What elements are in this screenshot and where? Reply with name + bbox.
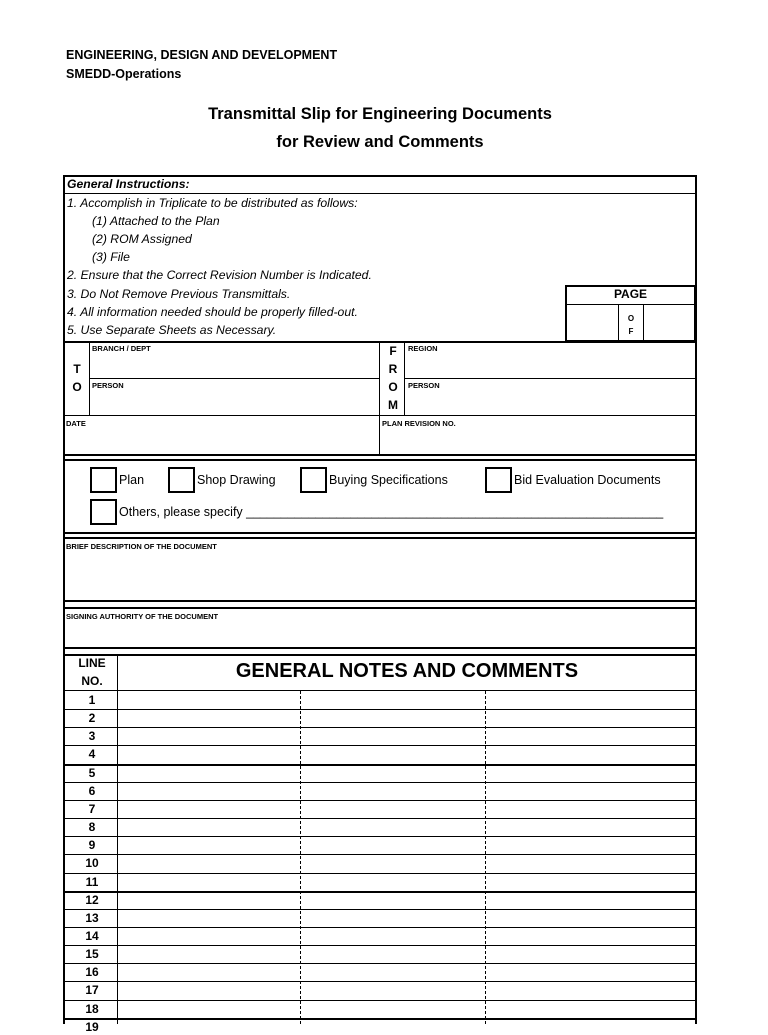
- routing-center-divider: [379, 342, 380, 454]
- line-number: 6: [88, 783, 96, 798]
- doctype-top-border: [63, 454, 697, 456]
- note-entry-field[interactable]: [119, 964, 695, 980]
- line-no-header: LINE: [78, 656, 106, 670]
- line-number: 12: [85, 892, 99, 907]
- bid-evaluation-checkbox[interactable]: [485, 467, 512, 493]
- buying-specifications-checkbox[interactable]: [300, 467, 327, 493]
- form-subtitle: for Review and Comments: [276, 133, 484, 151]
- to-person-label: PERSON: [92, 381, 124, 390]
- region-label: REGION: [408, 344, 438, 353]
- branch-dept-field[interactable]: [92, 354, 376, 376]
- buying-specifications-checkbox-label: Buying Specifications: [329, 473, 448, 487]
- line-number: 7: [88, 801, 96, 816]
- description-top-border: [63, 532, 697, 534]
- note-entry-field[interactable]: [119, 982, 695, 998]
- note-entry-field[interactable]: [119, 765, 695, 781]
- instruction-line: 3. Do Not Remove Previous Transmittals.: [67, 287, 291, 301]
- page-number-field[interactable]: [573, 308, 613, 338]
- line-number: 1: [88, 693, 96, 707]
- to-row-divider: [89, 378, 379, 379]
- from-person-label: PERSON: [408, 381, 440, 390]
- line-number: 11: [85, 874, 99, 889]
- note-entry-field[interactable]: [119, 1019, 695, 1035]
- line-number: 3: [88, 729, 96, 744]
- page-total-field[interactable]: [648, 308, 692, 338]
- plan-checkbox[interactable]: [90, 467, 117, 493]
- plan-revision-field[interactable]: [382, 429, 693, 452]
- shop-drawing-checkbox-label: Shop Drawing: [197, 473, 276, 487]
- notes-header-divider: [63, 690, 697, 691]
- note-entry-field[interactable]: [119, 746, 695, 762]
- line-number: 19: [85, 1019, 99, 1034]
- doctype-top-border-inner: [63, 459, 697, 461]
- line-number: 15: [85, 947, 99, 962]
- date-label: DATE: [66, 419, 86, 428]
- branch-dept-label: BRANCH / DEPT: [92, 344, 151, 353]
- to-person-field[interactable]: [92, 391, 376, 413]
- from-person-field[interactable]: [408, 391, 693, 413]
- org-name: ENGINEERING, DESIGN AND DEVELOPMENT: [66, 48, 338, 62]
- note-entry-field[interactable]: [119, 892, 695, 908]
- note-entry-field[interactable]: [119, 819, 695, 835]
- page-of-letter: F: [628, 327, 634, 336]
- bid-evaluation-checkbox-label: Bid Evaluation Documents: [514, 473, 661, 487]
- to-letter: T: [73, 362, 81, 376]
- org-unit: SMEDD-Operations: [66, 67, 182, 81]
- instruction-line: 4. All information needed should be properly filled-out.: [67, 305, 358, 319]
- page-of-letter: O: [627, 314, 635, 323]
- line-number: 14: [85, 928, 99, 943]
- line-number: 17: [85, 983, 99, 998]
- page-box-divider: [565, 304, 696, 305]
- signing-top-border: [63, 600, 697, 602]
- region-field[interactable]: [408, 354, 693, 376]
- line-number: 5: [88, 765, 96, 780]
- routing-date-divider: [63, 415, 697, 416]
- note-entry-field[interactable]: [119, 928, 695, 944]
- notes-top-border: [63, 647, 697, 649]
- note-entry-field[interactable]: [119, 692, 695, 708]
- plan-checkbox-label: Plan: [119, 473, 145, 487]
- line-number: 9: [88, 838, 96, 853]
- note-entry-field[interactable]: [119, 1001, 695, 1017]
- note-entry-field[interactable]: [119, 801, 695, 817]
- plan-revision-label: PLAN REVISION NO.: [382, 419, 456, 428]
- description-field[interactable]: [66, 553, 693, 599]
- notes-top-border-inner: [63, 654, 697, 656]
- description-label: BRIEF DESCRIPTION OF THE DOCUMENT: [66, 542, 217, 551]
- line-number: 13: [85, 910, 99, 925]
- others-checkbox-label: Others, please specify ____________________________________________________________: [119, 505, 664, 519]
- from-letter: O: [388, 380, 398, 394]
- others-checkbox[interactable]: [90, 499, 117, 525]
- form-title: Transmittal Slip for Engineering Documents: [208, 105, 552, 123]
- instruction-line: 2. Ensure that the Correct Revision Number is Indicated.: [67, 268, 372, 282]
- instructions-divider: [63, 193, 697, 194]
- description-top-border-inner: [63, 537, 697, 539]
- note-entry-field[interactable]: [119, 783, 695, 799]
- signing-field[interactable]: [66, 623, 693, 647]
- routing-top-border: [63, 341, 697, 343]
- line-number: 4: [88, 747, 96, 762]
- from-letter: M: [388, 398, 398, 412]
- note-entry-field[interactable]: [119, 728, 695, 744]
- to-letter: O: [72, 380, 82, 394]
- line-number: 10: [85, 856, 99, 871]
- signing-label: SIGNING AUTHORITY OF THE DOCUMENT: [66, 612, 219, 621]
- from-letter: R: [388, 362, 398, 376]
- instruction-line: (1) Attached to the Plan: [92, 214, 220, 228]
- line-number: 16: [85, 965, 99, 980]
- instruction-line: (2) ROM Assigned: [92, 232, 192, 246]
- note-entry-field[interactable]: [119, 946, 695, 962]
- date-field[interactable]: [66, 429, 376, 452]
- line-number: 18: [85, 1001, 99, 1016]
- instruction-line: 1. Accomplish in Triplicate to be distributed as follows:: [67, 196, 358, 210]
- line-number: 8: [88, 820, 96, 835]
- instruction-line: 5. Use Separate Sheets as Necessary.: [67, 323, 277, 337]
- page-label: PAGE: [613, 287, 648, 301]
- note-entry-field[interactable]: [119, 910, 695, 926]
- note-entry-field[interactable]: [119, 837, 695, 853]
- from-row-divider: [404, 378, 696, 379]
- instructions-heading: General Instructions:: [67, 177, 190, 191]
- notes-title: GENERAL NOTES AND COMMENTS: [235, 660, 579, 682]
- signing-top-border-inner: [63, 607, 697, 609]
- line-number: 2: [88, 711, 96, 726]
- page-box-split-right: [643, 304, 644, 342]
- line-no-header: NO.: [81, 674, 103, 688]
- note-entry-field[interactable]: [119, 710, 695, 726]
- instruction-line: (3) File: [92, 250, 130, 264]
- from-letter: F: [389, 344, 397, 358]
- shop-drawing-checkbox[interactable]: [168, 467, 195, 493]
- note-entry-field[interactable]: [119, 855, 695, 871]
- page-box-split-left: [618, 304, 619, 342]
- note-entry-field[interactable]: [119, 874, 695, 890]
